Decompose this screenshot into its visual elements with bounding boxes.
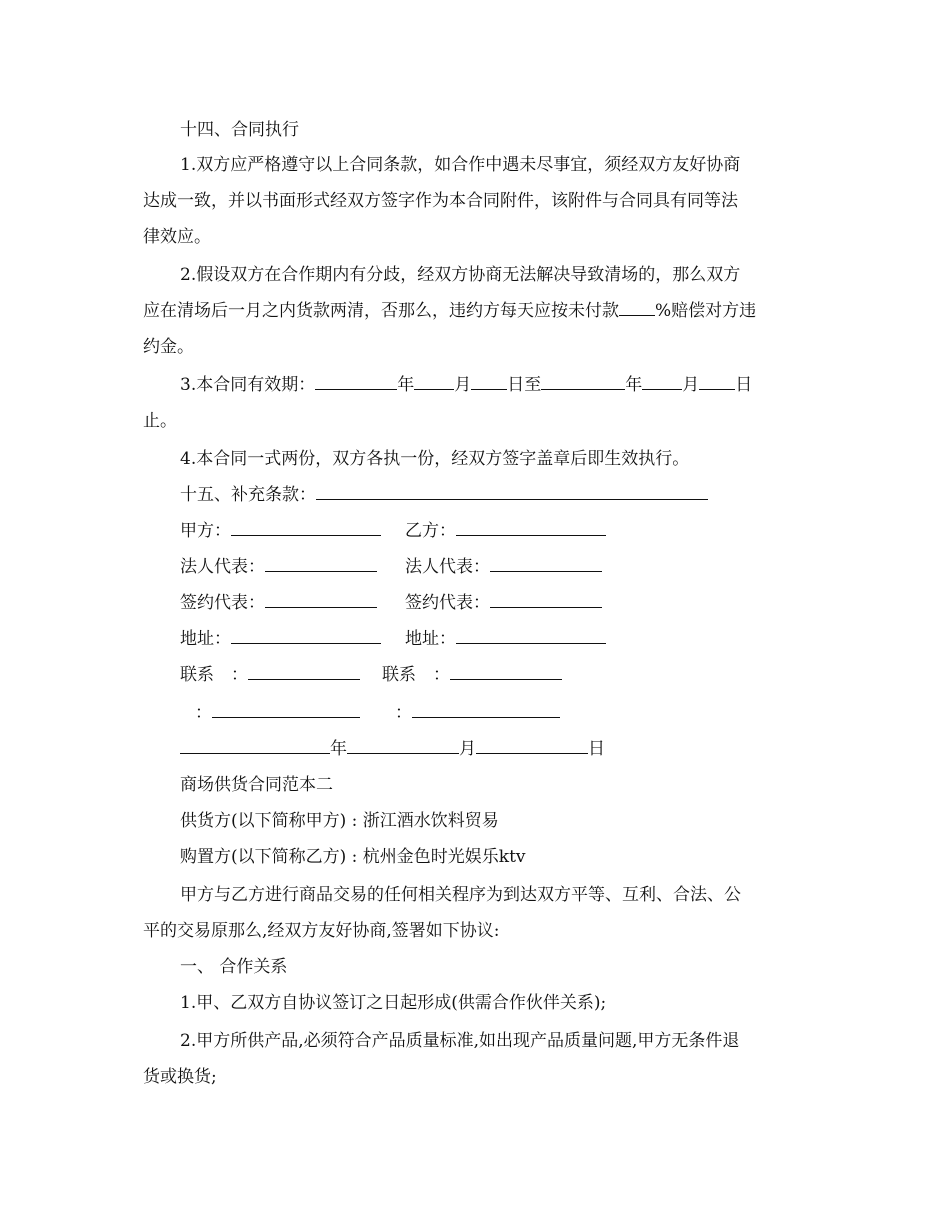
party-a-contact: 联系 ： xyxy=(180,664,360,686)
blank xyxy=(316,484,708,500)
blank xyxy=(347,738,459,754)
blank xyxy=(476,738,588,754)
blank xyxy=(642,374,682,390)
blank xyxy=(315,374,397,390)
party-a-sign-rep: 签约代表： xyxy=(180,592,377,614)
blank xyxy=(265,556,377,572)
intro-line2: 平的交易原那么,经双方友好协商,签署如下协议: xyxy=(143,921,500,941)
section-heading: 十四、合同执行 xyxy=(180,120,299,140)
section1-item2-line1: 2.甲方所供产品,必须符合产品质量标准,如出现产品质量问题,甲方无条件退 xyxy=(180,1031,740,1051)
party-b-sign-rep: 签约代表： xyxy=(405,592,602,614)
contract2-title: 商场供货合同范本二 xyxy=(180,775,333,795)
buyer-line: 购置方(以下简称乙方) : 杭州金色时光娱乐ktv xyxy=(180,847,526,867)
party-b-address: 地址： xyxy=(405,628,606,650)
blank xyxy=(471,374,507,390)
supplementary-clause: 十五、补充条款： xyxy=(180,484,708,506)
blank xyxy=(412,702,560,718)
party-b-row: 乙方： xyxy=(405,520,606,542)
blank xyxy=(180,738,330,754)
blank xyxy=(212,702,360,718)
section1-heading: 一、 合作关系 xyxy=(180,957,288,977)
party-a-row: 甲方： xyxy=(180,520,381,542)
supplier-line: 供货方(以下简称甲方) : 浙江酒水饮料贸易 xyxy=(180,811,499,831)
blank xyxy=(456,520,606,536)
party-a-extra: ： xyxy=(195,702,360,724)
clause-4: 4.本合同一式两份，双方各执一份，经双方签字盖章后即生效执行。 xyxy=(180,449,690,469)
clause-2-line1: 2.假设双方在合作期内有分歧，经双方协商无法解决导致清场的，那么双方 xyxy=(180,265,741,285)
blank xyxy=(231,628,381,644)
clause-1-line3: 律效应。 xyxy=(143,227,211,247)
party-b-contact: 联系 ： xyxy=(382,664,562,686)
blank xyxy=(490,592,602,608)
clause-2-line3: 约金。 xyxy=(143,337,194,357)
party-b-extra: ： xyxy=(395,702,560,724)
section1-item1: 1.甲、乙双方自协议签订之日起形成(供需合作伙伴关系); xyxy=(180,993,607,1013)
blank xyxy=(248,664,360,680)
clause-1-line1: 1.双方应严格遵守以上合同条款，如合作中遇未尽事宜，须经双方友好协商 xyxy=(180,155,741,175)
clause-3-line2: 止。 xyxy=(143,411,177,431)
clause-3-line1: 3.本合同有效期： 年 月 日至 年 月 日 xyxy=(180,375,753,395)
blank xyxy=(450,664,562,680)
blank xyxy=(265,592,377,608)
intro-line1: 甲方与乙方进行商品交易的任何相关程序为到达双方平等、互利、合法、公 xyxy=(180,885,741,905)
blank xyxy=(699,374,735,390)
blank xyxy=(414,374,454,390)
party-a-legal-rep: 法人代表： xyxy=(180,556,377,578)
blank xyxy=(231,520,381,536)
clause-1-line2: 达成一致，并以书面形式经双方签字作为本合同附件，该附件与合同具有同等法 xyxy=(143,191,738,211)
blank xyxy=(456,628,606,644)
party-b-legal-rep: 法人代表： xyxy=(405,556,602,578)
blank xyxy=(619,300,655,316)
clause-2-line2: 应在清场后一月之内货款两清，否那么，违约方每天应按未付款 %赔偿对方违 xyxy=(143,301,757,321)
section1-item2-line2: 货或换货; xyxy=(143,1067,217,1087)
party-a-address: 地址： xyxy=(180,628,381,650)
blank xyxy=(490,556,602,572)
blank xyxy=(541,374,625,390)
sign-date: 年 月 日 xyxy=(180,738,605,760)
